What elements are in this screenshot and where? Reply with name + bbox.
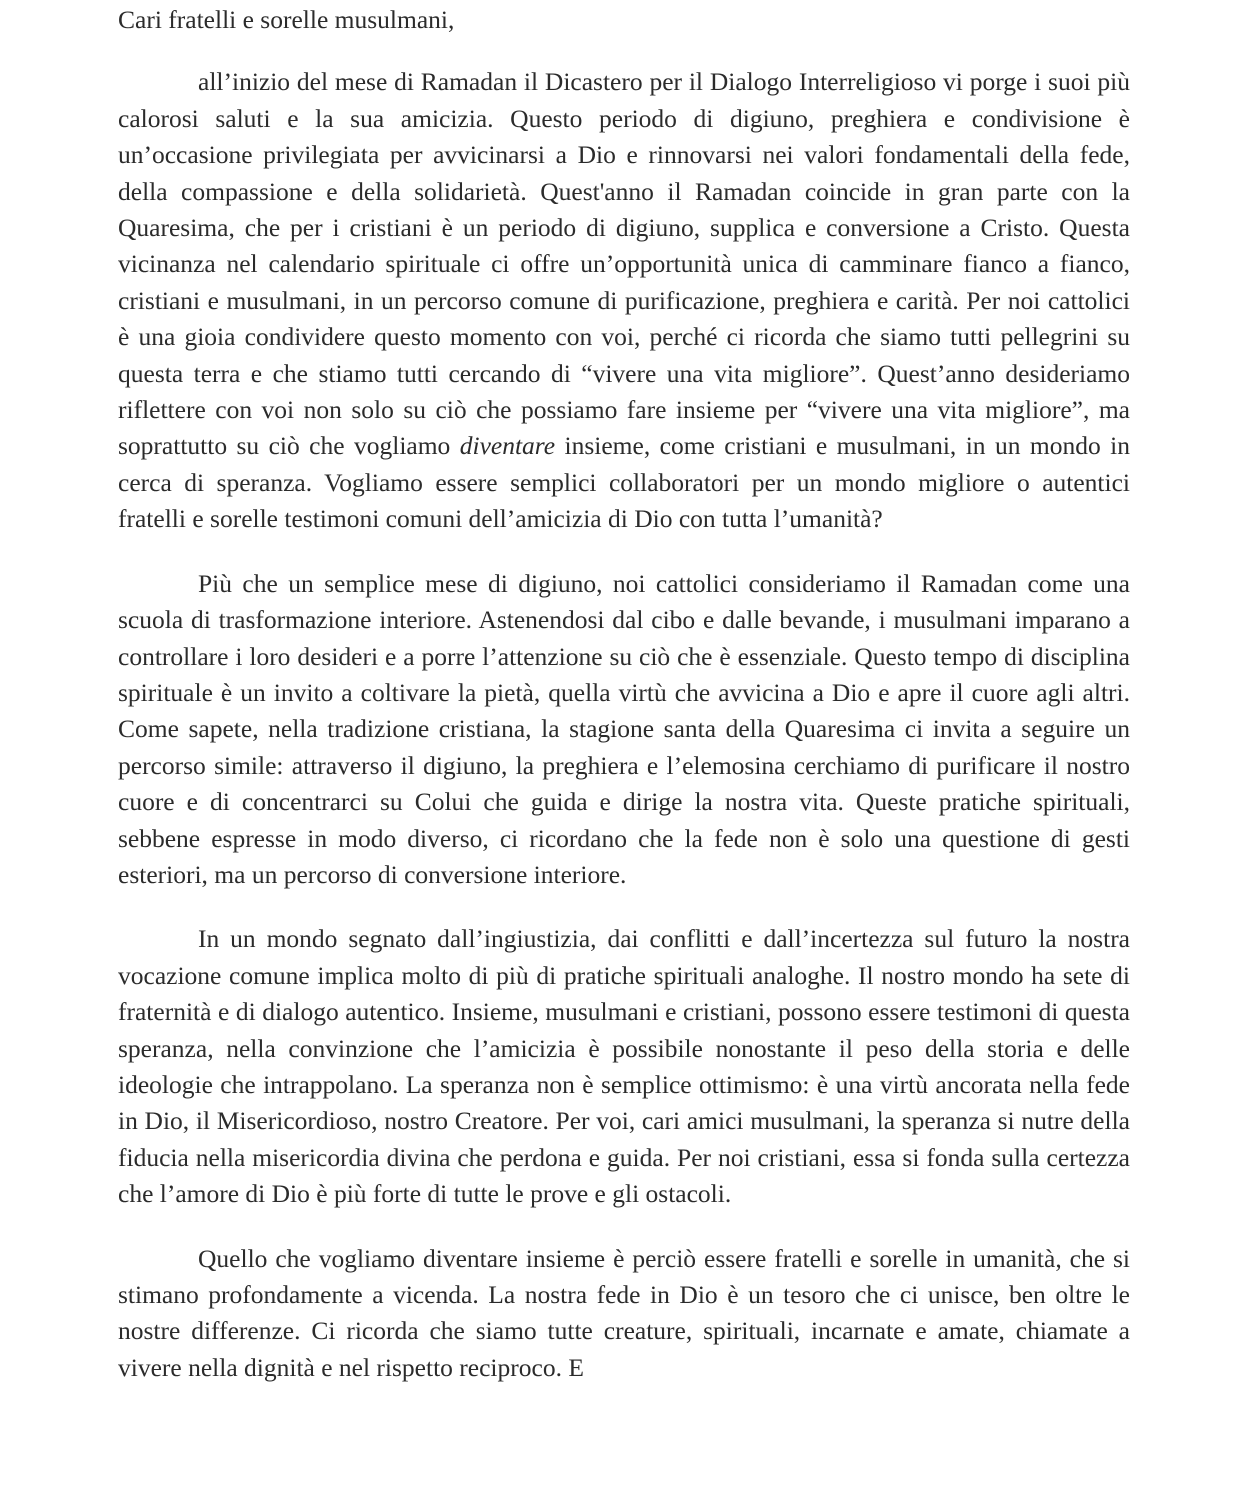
emphasis-diventare: diventare	[459, 431, 556, 461]
salutation: Cari fratelli e sorelle musulmani,	[118, 5, 455, 34]
paragraph-2: Più che un semplice mese di digiuno, noi cattolici consideriamo il Ramadan come una scuola di trasformazione interiore. Astenendosi dal cibo e dalle bevande, i musulmani imparano a controllare i loro desideri e a porre l’attenzione su ciò che è essenziale. Questo tempo di disciplina spirituale è un invito a coltivare la pietà, quella virtù che avvicina a Dio e apre il cuore agli altri. Come sapete, nella tradizione cristiana, la stagione santa della Quaresima ci invita a seguire un percorso simile: attraverso il digiuno, la preghiera e l’elemosina cerchiamo di purificare il nostro cuore e di concentrarci su Colui che guida e dirige la nostra vita. Queste pratiche spirituali, sebbene espresse in modo diverso, ci ricordano che la fede non è solo una questione di gesti esteriori, ma un percorso di conversione interiore.	[118, 568, 1130, 889]
paragraph-4: Quello che vogliamo diventare insieme è perciò essere fratelli e sorelle in umanità, che si stimano profondamente a vicenda. La nostra fede in Dio è un tesoro che ci unisce, ben oltre le nostre differenze. Ci ricorda che siamo tutte creature, spirituali, incarnate e amate, chiamate a vivere nella dignità e nel rispetto reciproco. E	[118, 1243, 1130, 1382]
paragraph-1	[118, 64, 1130, 537]
paragraph-1-text-b: insieme, come cristiani e musulmani, in un mondo in cerca di speranza. Vogliamo essere semplici collaboratori per un mondo migliore o autentici fratelli e sorelle testimoni comuni dell’amicizia di Dio con tutta l’umanità?	[118, 431, 1130, 534]
paragraph-3: In un mondo segnato dall’ingiustizia, dai conflitti e dall’incertezza sul futuro la nostra vocazione comune implica molto di più di pratiche spirituali analoghe. Il nostro mondo ha sete di fraternità e di dialogo autentico. Insieme, musulmani e cristiani, possono essere testimoni di questa speranza, nella convinzione che l’amicizia è possibile nonostante il peso della storia e delle ideologie che intrappolano. La speranza non è semplice ottimismo: è una virtù ancorata nella fede in Dio, il Misericordioso, nostro Creatore. Per voi, cari amici musulmani, la speranza si nutre della fiducia nella misericordia divina che perdona e guida. Per noi cristiani, essa si fonda sulla certezza che l’amore di Dio è più forte di tutte le prove e gli ostacoli.	[118, 924, 1130, 1209]
paragraph-1-text-a: all’inizio del mese di Ramadan il Dicastero per il Dialogo Interreligioso vi porge i suoi più calorosi saluti e la sua amicizia. Questo periodo di digiuno, preghiera e condivisione è un’occasione privilegiata per avvicinarsi a Dio e rinnovarsi nei valori fondamentali della fede, della compassione e della solidarietà. Quest'anno il Ramadan coincide in gran parte con la Quaresima, che per i cristiani è un periodo di digiuno, supplica e conversione a Cristo. Questa vicinanza nel calendario spirituale ci offre un’opportunità unica di camminare fianco a fianco, cristiani e musulmani, in un percorso comune di purificazione, preghiera e carità. Per noi cattolici è una gioia condividere questo momento con voi, perché ci ricorda che siamo tutti pellegrini su questa terra e che stiamo tutti cercando di “vivere una vita migliore”. Quest’anno desideriamo riflettere con voi non solo su ciò che possiamo fare insieme per “vivere una vita migliore”, ma soprattutto su ciò che vogliamo	[118, 67, 1130, 461]
